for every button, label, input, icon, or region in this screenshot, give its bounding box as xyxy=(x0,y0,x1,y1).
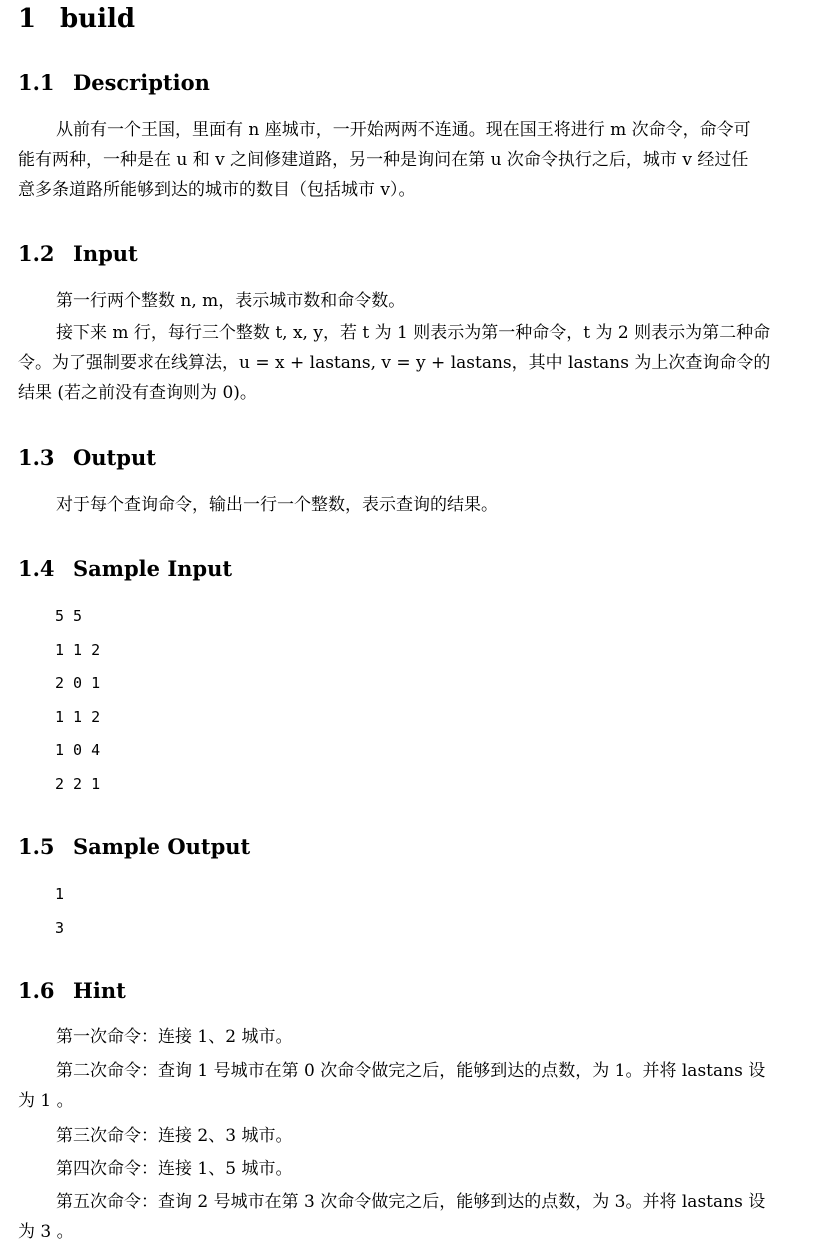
text-line: 能有两种，一种是在 u 和 v 之间修建道路，另一种是询问在第 u 次命令执行之后，城市 v 经过任 xyxy=(18,150,749,170)
subsection-number: 1.2 xyxy=(18,241,55,266)
hint-paragraph xyxy=(18,1187,809,1247)
input-paragraph-2 xyxy=(18,318,809,408)
subsection-number: 1.1 xyxy=(18,70,55,95)
sample-input-heading xyxy=(18,556,232,581)
text-line: 对于每个查询命令，输出一行一个整数，表示查询的结果。 xyxy=(56,495,498,515)
section-title xyxy=(18,4,135,34)
text-line: 第三次命令：连接 2、3 城市。 xyxy=(56,1126,293,1146)
subsection-number: 1.6 xyxy=(18,978,55,1003)
text-line: 为 3 。 xyxy=(18,1222,74,1242)
subsection-number: 1.4 xyxy=(18,556,55,581)
text-line: 第一次命令：连接 1、2 城市。 xyxy=(56,1027,293,1047)
hint-paragraph xyxy=(18,1121,809,1151)
subsection-number: 1.5 xyxy=(18,834,55,859)
sample-input-line: 5 5 xyxy=(55,607,83,625)
hint-paragraph xyxy=(18,1056,809,1116)
output-paragraph xyxy=(18,490,809,520)
input-paragraph-1 xyxy=(18,286,809,316)
subsection-title: Sample Input xyxy=(73,556,233,581)
hint-paragraph xyxy=(18,1154,809,1184)
text-line: 从前有一个王国，里面有 n 座城市，一开始两两不连通。现在国王将进行 m 次命令，命令可 xyxy=(56,120,751,140)
text-line: 接下来 m 行，每行三个整数 t, x, y，若 t 为 1 则表示为第一种命令，t 为 2 则表示为第二种命 xyxy=(56,323,771,343)
sample-input-line: 1 1 2 xyxy=(55,641,101,659)
text-line: 第四次命令：连接 1、5 城市。 xyxy=(56,1159,293,1179)
sample-output-line: 1 xyxy=(55,885,65,903)
sample-input-line: 1 0 4 xyxy=(55,741,101,759)
text-line: 令。为了强制要求在线算法，u = x + lastans, v = y + lastans，其中 lastans 为上次查询命令的 xyxy=(18,353,771,373)
description-heading xyxy=(18,70,210,95)
text-line: 意多条道路所能够到达的城市的数目（包括城市 v）。 xyxy=(18,180,416,200)
subsection-title: Sample Output xyxy=(73,834,251,859)
sample-input-line: 2 0 1 xyxy=(55,674,101,692)
text-line: 结果 (若之前没有查询则为 0)。 xyxy=(18,383,257,403)
input-heading xyxy=(18,241,138,266)
hint-paragraph xyxy=(18,1022,809,1052)
hint-heading xyxy=(18,978,126,1003)
sample-input-line: 2 2 1 xyxy=(55,775,101,793)
description-paragraph xyxy=(18,115,809,205)
subsection-title: Description xyxy=(73,70,210,95)
output-heading xyxy=(18,445,156,470)
subsection-title: Output xyxy=(73,445,156,470)
subsection-number: 1.3 xyxy=(18,445,55,470)
sample-input-line: 1 1 2 xyxy=(55,708,101,726)
text-line: 第一行两个整数 n, m，表示城市数和命令数。 xyxy=(56,291,406,311)
subsection-title: Input xyxy=(73,241,138,266)
text-line: 第二次命令：查询 1 号城市在第 0 次命令做完之后，能够到达的点数，为 1。并将 lastans 设 xyxy=(56,1061,766,1081)
section-title-text: build xyxy=(60,4,136,34)
subsection-title: Hint xyxy=(73,978,126,1003)
sample-output-line: 3 xyxy=(55,919,65,937)
section-number: 1 xyxy=(18,4,37,34)
text-line: 为 1 。 xyxy=(18,1091,74,1111)
text-line: 第五次命令：查询 2 号城市在第 3 次命令做完之后，能够到达的点数，为 3。并将 lastans 设 xyxy=(56,1192,766,1212)
sample-output-heading xyxy=(18,834,250,859)
